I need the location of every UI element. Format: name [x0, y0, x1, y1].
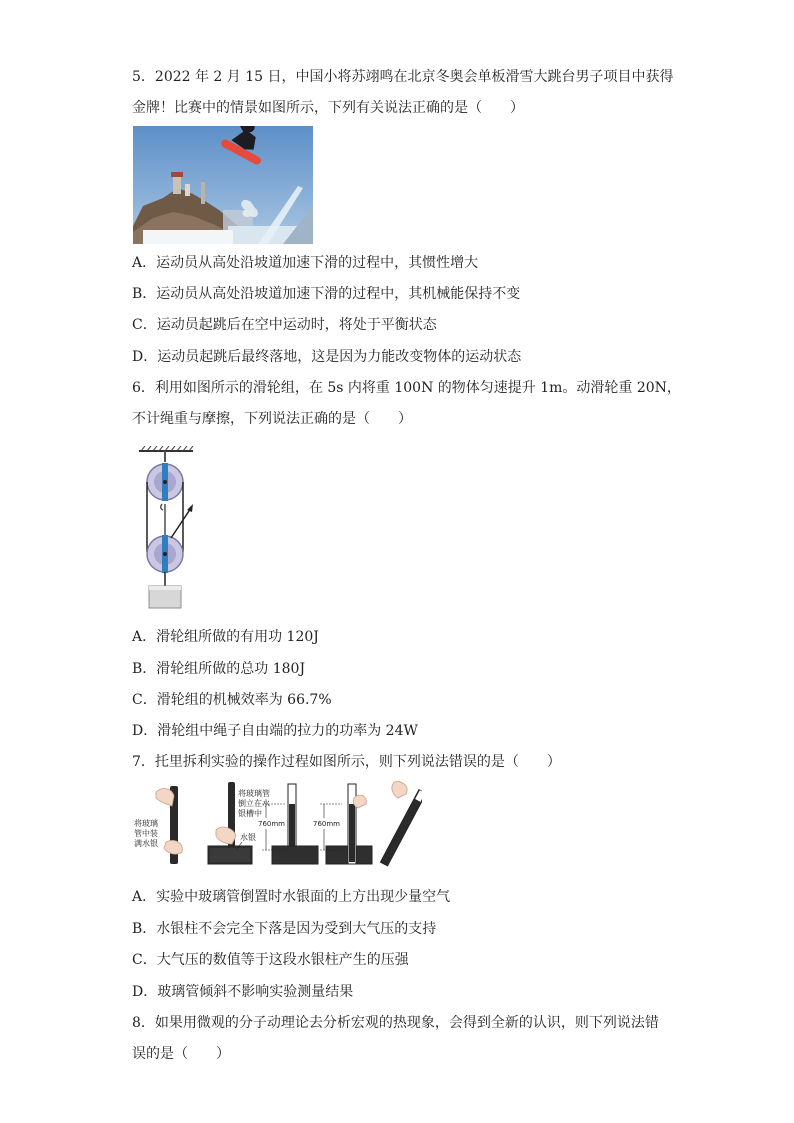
q7-option-c: C．大气压的数值等于这段水银柱产生的压强: [132, 952, 409, 968]
q5-option-a: A．运动员从高处沿坡道加速下滑的过程中，其惯性增大: [132, 255, 479, 271]
q6-stem-line-1: 6．利用如图所示的滑轮组，在 5s 内将重 100N 的物体匀速提升 1m。动滑轮重 20N，: [132, 380, 681, 396]
step1-label-line2: 管中装: [134, 829, 158, 838]
q6-option-b: B．滑轮组所做的总功 180J: [132, 661, 306, 677]
q5-stem-line-2: 金牌！比赛中的情景如图所示，下列有关说法正确的是（ ）: [132, 100, 524, 116]
height-label-1: 760mm: [258, 820, 285, 828]
q6-option-a: A．滑轮组所做的有用功 120J: [132, 629, 319, 645]
q5-option-d: D．运动员起跳后最终落地，这是因为力能改变物体的运动状态: [132, 349, 522, 365]
torricelli-experiment-diagram: [132, 780, 422, 870]
q8-stem-line-2: 误的是（ ）: [132, 1046, 230, 1062]
mercury-label: 水银: [240, 833, 256, 842]
q7-stem-line-1: 7．托里拆利实验的操作过程如图所示，则下列说法错误的是（ ）: [132, 754, 561, 770]
q7-option-a: A．实验中玻璃管倒置时水银面的上方出现少量空气: [132, 889, 451, 905]
q7-option-b: B．水银柱不会完全下落是因为受到大气压的支持: [132, 921, 437, 937]
q5-option-b: B．运动员从高处沿坡道加速下滑的过程中，其机械能保持不变: [132, 286, 521, 302]
q6-option-d: D．滑轮组中绳子自由端的拉力的功率为 24W: [132, 723, 418, 739]
q5-stem-line-1: 5．2022 年 2 月 15 日，中国小将苏翊鸣在北京冬奥会单板滑雪大跳台男子项目中获得: [132, 69, 674, 85]
pulley-system-diagram: [135, 446, 205, 611]
step1-label-line1: 将玻璃: [134, 819, 158, 828]
q7-option-d: D．玻璃管倾斜不影响实验测量结果: [132, 984, 354, 1000]
q5-option-c: C．运动员起跳后在空中运动时，将处于平衡状态: [132, 317, 437, 333]
step2-label-line3: 银槽中: [238, 809, 262, 818]
step2-label-line2: 倒立在水: [238, 799, 270, 808]
q8-stem-line-1: 8．如果用微观的分子动理论去分析宏观的热现象，会得到全新的认识，则下列说法错: [132, 1015, 659, 1031]
q6-option-c: C．滑轮组的机械效率为 66.7%: [132, 692, 332, 708]
step2-label-line1: 将玻璃管: [238, 789, 270, 798]
q6-stem-line-2: 不计绳重与摩擦，下列说法正确的是（ ）: [132, 411, 412, 427]
snowboard-jump-photo: [133, 126, 313, 244]
height-label-2: 760mm: [313, 820, 340, 828]
step1-label-line3: 满水银: [134, 839, 158, 848]
